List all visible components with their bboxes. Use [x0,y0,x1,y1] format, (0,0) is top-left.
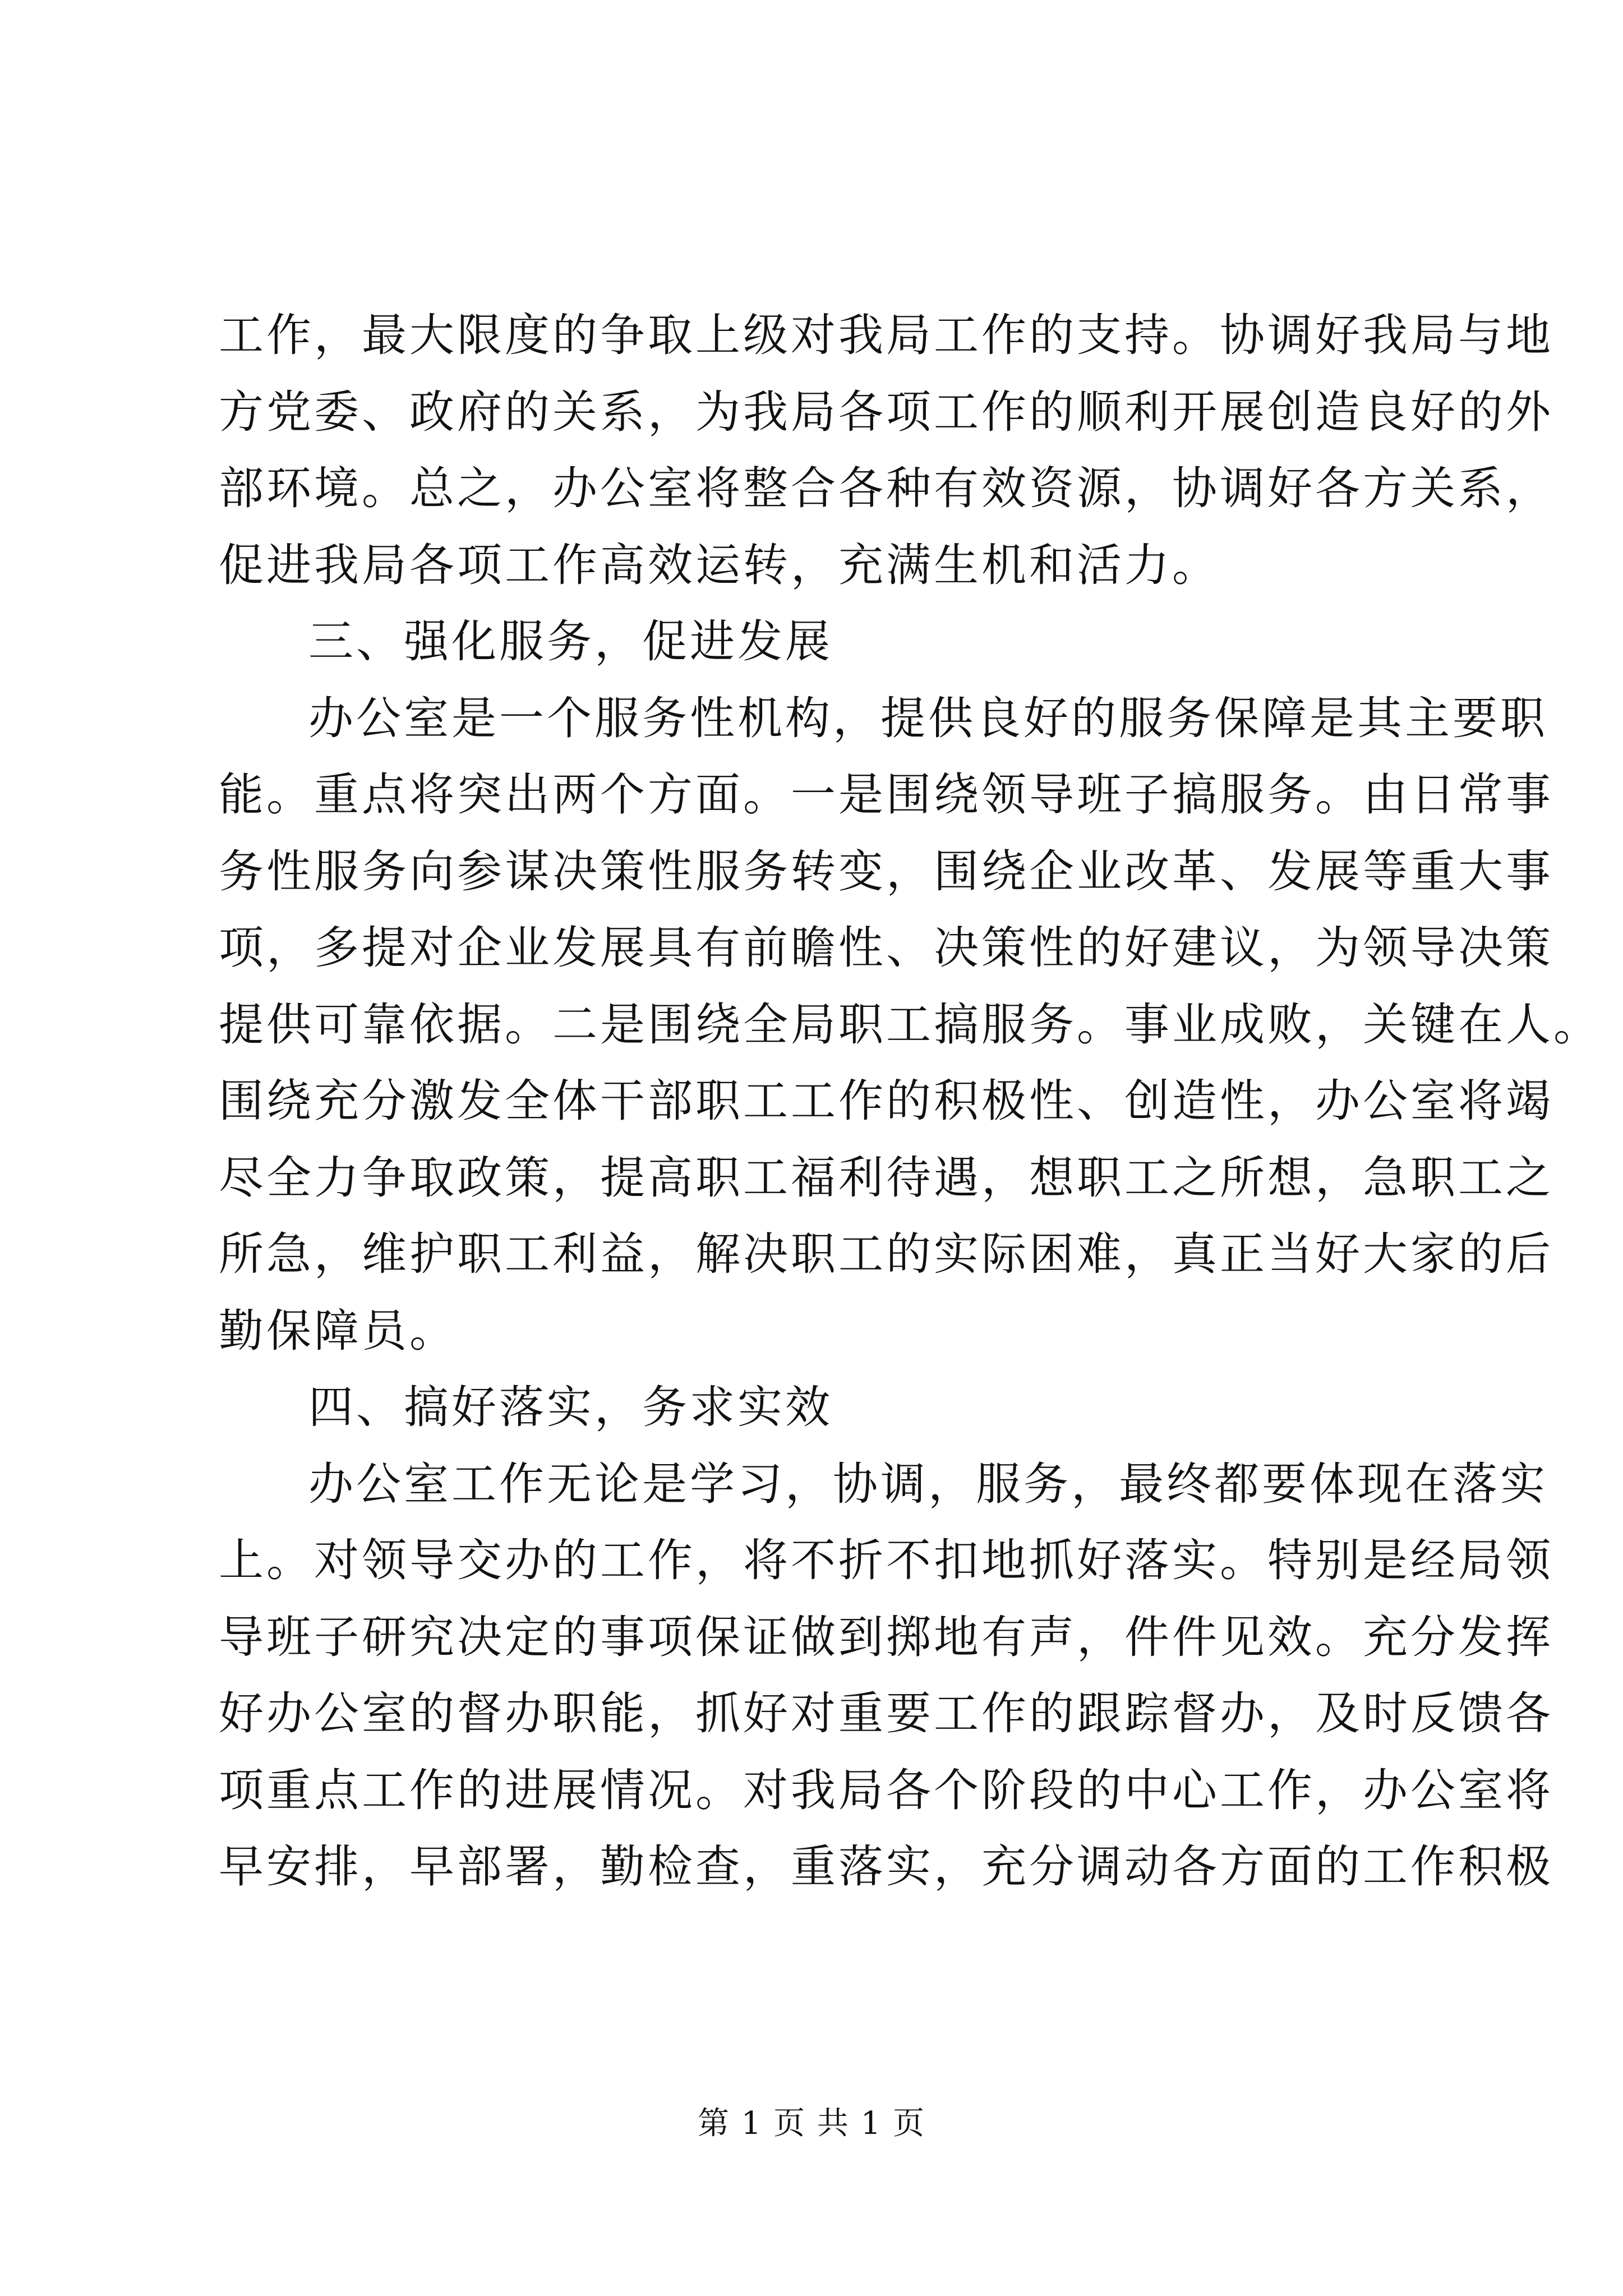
text-line: 所急，维护职工利益，解决职工的实际困难，真正当好大家的后 [219,1228,1553,1280]
text-line: 围绕充分激发全体干部职工工作的积极性、创造性，办公室将竭 [219,1075,1553,1127]
text-line: 四、搞好落实，务求实效 [308,1381,833,1433]
text-line: 上。对领导交办的工作，将不折不扣地抓好落实。特别是经局领 [219,1534,1553,1586]
text-line: 勤保障员。 [219,1304,457,1357]
text-line: 促进我局各项工作高效运转，充满生机和活力。 [219,539,1220,591]
text-line: 三、强化服务，促进发展 [308,615,833,668]
text-line: 方党委、政府的关系，为我局各项工作的顺利开展创造良好的外 [219,385,1553,438]
text-line: 办公室工作无论是学习，协调，服务，最终都要体现在落实 [308,1457,1548,1510]
text-line: 办公室是一个服务性机构，提供良好的服务保障是其主要职 [308,692,1548,744]
text-line: 项，多提对企业发展具有前瞻性、决策性的好建议，为领导决策 [219,922,1553,974]
document-body [219,297,1601,1906]
text-line: 部环境。总之，办公室将整合各种有效资源，协调好各方关系， [219,462,1553,514]
text-line: 导班子研究决定的事项保证做到掷地有声，件件见效。充分发挥 [219,1611,1553,1663]
text-line: 务性服务向参谋决策性服务转变，围绕企业改革、发展等重大事 [219,845,1553,898]
text-line: 工作，最大限度的争取上级对我局工作的支持。协调好我局与地 [219,309,1553,361]
text-line: 早安排，早部署，勤检查，重落实，充分调动各方面的工作积极 [219,1841,1553,1893]
text-line: 尽全力争取政策，提高职工福利待遇，想职工之所想，急职工之 [219,1151,1553,1204]
text-line: 好办公室的督办职能，抓好对重要工作的跟踪督办，及时反馈各 [219,1687,1553,1740]
text-line: 能。重点将突出两个方面。一是围绕领导班子搞服务。由日常事 [219,769,1553,821]
page-footer: 第 1 页 共 1 页 [697,2105,926,2142]
text-line: 项重点工作的进展情况。对我局各个阶段的中心工作，办公室将 [219,1764,1553,1816]
text-line: 提供可靠依据。二是围绕全局职工搞服务。事业成败，关键在人。 [219,998,1601,1051]
